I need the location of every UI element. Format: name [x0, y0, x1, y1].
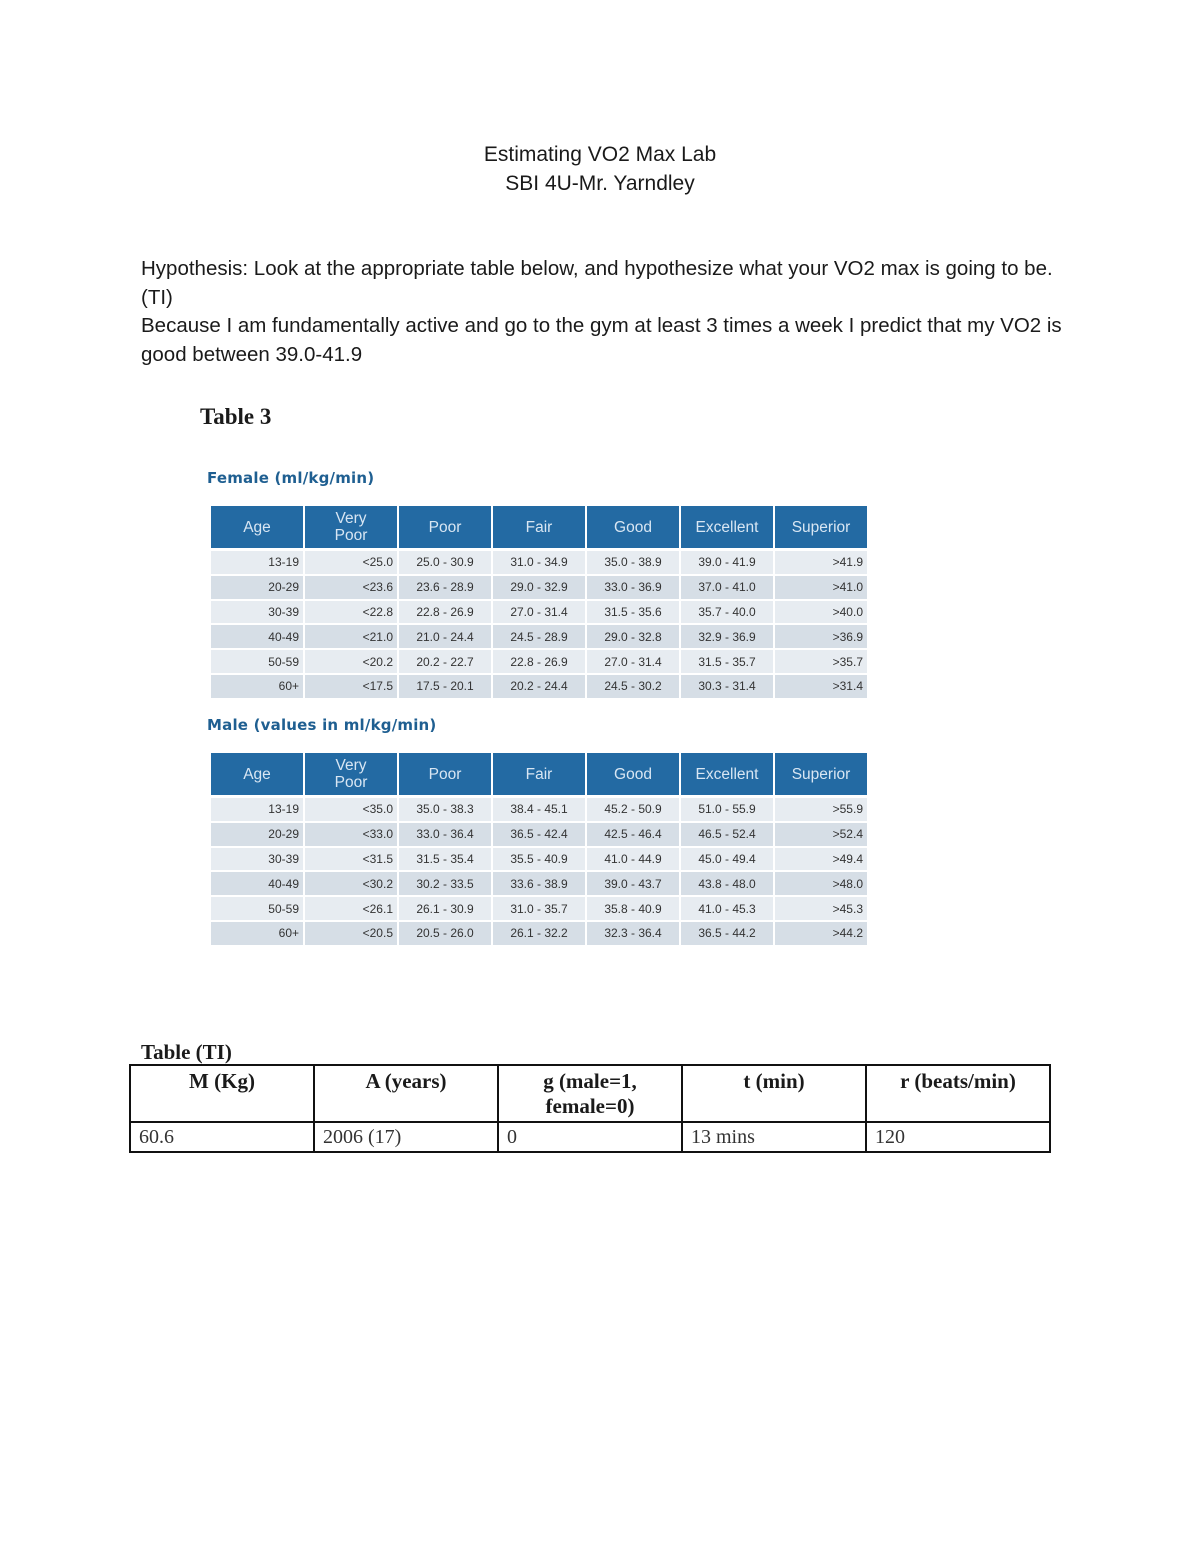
female-table-cell: 32.9 - 36.9 [681, 625, 773, 650]
male-table-row [211, 922, 867, 947]
female-table-cell: >41.0 [775, 576, 867, 601]
male-table-cell: 30.2 - 33.5 [399, 872, 491, 897]
value-gender: 0 [498, 1122, 682, 1152]
female-table-cell: 13-19 [211, 551, 303, 576]
female-table-cell: 35.0 - 38.9 [587, 551, 679, 576]
female-table-cell: <20.2 [305, 650, 397, 675]
female-header-row [211, 506, 867, 551]
female-table-cell: 31.0 - 34.9 [493, 551, 585, 576]
female-table-cell: <21.0 [305, 625, 397, 650]
male-table-cell: 20-29 [211, 823, 303, 848]
male-table-cell: 41.0 - 45.3 [681, 897, 773, 922]
male-table-cell: 26.1 - 32.2 [493, 922, 585, 947]
header-mass: M (Kg) [130, 1065, 314, 1122]
male-table-cell: >52.4 [775, 823, 867, 848]
male-table-cell: <31.5 [305, 848, 397, 873]
male-table-cell: 30-39 [211, 848, 303, 873]
female-table-cell: 30-39 [211, 601, 303, 626]
female-table-row [211, 576, 867, 601]
female-table-cell: <17.5 [305, 675, 397, 700]
female-table-cell: 17.5 - 20.1 [399, 675, 491, 700]
header-heart-rate: r (beats/min) [866, 1065, 1050, 1122]
female-table-cell: <22.8 [305, 601, 397, 626]
male-table-row [211, 897, 867, 922]
header-age: A (years) [314, 1065, 498, 1122]
female-table-cell: <23.6 [305, 576, 397, 601]
male-table-cell: 42.5 - 46.4 [587, 823, 679, 848]
male-vo2-table [209, 753, 869, 947]
male-table-cell: >55.9 [775, 798, 867, 823]
female-table-cell: 60+ [211, 675, 303, 700]
male-table-cell: <30.2 [305, 872, 397, 897]
female-col-header: Superior [775, 506, 867, 551]
value-time: 13 mins [682, 1122, 866, 1152]
male-table-cell: 31.5 - 35.4 [399, 848, 491, 873]
male-table-cell: 26.1 - 30.9 [399, 897, 491, 922]
female-vo2-table [209, 506, 869, 700]
male-table-cell: 33.0 - 36.4 [399, 823, 491, 848]
male-table-cell: >44.2 [775, 922, 867, 947]
female-table-cell: 31.5 - 35.7 [681, 650, 773, 675]
male-table-cell: 39.0 - 43.7 [587, 872, 679, 897]
male-table-cell: 35.5 - 40.9 [493, 848, 585, 873]
male-table-cell: 60+ [211, 922, 303, 947]
male-col-header: Age [211, 753, 303, 798]
female-table-cell: 27.0 - 31.4 [493, 601, 585, 626]
table-ti-header-row [130, 1065, 1050, 1122]
female-table-cell: 40-49 [211, 625, 303, 650]
female-table-cell: 30.3 - 31.4 [681, 675, 773, 700]
female-col-header: Good [587, 506, 679, 551]
male-table-title: Male (values in ml/kg/min) [207, 716, 437, 734]
female-table-cell: 35.7 - 40.0 [681, 601, 773, 626]
value-age: 2006 (17) [314, 1122, 498, 1152]
male-table-body [211, 798, 867, 947]
female-table-row [211, 551, 867, 576]
female-table-row [211, 675, 867, 700]
header-time: t (min) [682, 1065, 866, 1122]
table-ti [129, 1064, 1051, 1153]
male-table-cell: >48.0 [775, 872, 867, 897]
male-table-cell: <26.1 [305, 897, 397, 922]
male-col-header: Fair [493, 753, 585, 798]
male-col-header: Poor [399, 753, 491, 798]
female-table-cell: 23.6 - 28.9 [399, 576, 491, 601]
female-table-cell: >31.4 [775, 675, 867, 700]
female-table-cell: 24.5 - 28.9 [493, 625, 585, 650]
female-table-cell: 50-59 [211, 650, 303, 675]
female-table-cell: >35.7 [775, 650, 867, 675]
female-table-cell: >36.9 [775, 625, 867, 650]
female-table-body [211, 551, 867, 700]
male-table-cell: 46.5 - 52.4 [681, 823, 773, 848]
male-table-row [211, 848, 867, 873]
female-table-row [211, 650, 867, 675]
male-table-row [211, 872, 867, 897]
female-table-cell: 37.0 - 41.0 [681, 576, 773, 601]
male-col-header: Very Poor [305, 753, 397, 798]
male-table-cell: 36.5 - 44.2 [681, 922, 773, 947]
female-table-title: Female (ml/kg/min) [207, 469, 375, 487]
table-ti-label: Table (TI) [141, 1040, 232, 1064]
male-table-cell: 38.4 - 45.1 [493, 798, 585, 823]
document-header [0, 140, 1200, 198]
female-table-cell: 29.0 - 32.9 [493, 576, 585, 601]
female-table-cell: 21.0 - 24.4 [399, 625, 491, 650]
female-table-cell: 22.8 - 26.9 [493, 650, 585, 675]
table3-label: Table 3 [200, 404, 272, 429]
female-table-cell: 22.8 - 26.9 [399, 601, 491, 626]
female-table-cell: 39.0 - 41.9 [681, 551, 773, 576]
female-col-header: Poor [399, 506, 491, 551]
male-header-row [211, 753, 867, 798]
male-table-cell: 45.2 - 50.9 [587, 798, 679, 823]
female-table-row [211, 601, 867, 626]
male-table-cell: <33.0 [305, 823, 397, 848]
male-table-cell: 51.0 - 55.9 [681, 798, 773, 823]
female-col-header: Very Poor [305, 506, 397, 551]
value-mass: 60.6 [130, 1122, 314, 1152]
male-table-row [211, 823, 867, 848]
female-table-cell: 20.2 - 22.7 [399, 650, 491, 675]
hypothesis-prompt: Hypothesis: Look at the appropriate table below, and hypothesize what your VO2 max is going to be. (TI) [141, 257, 1053, 309]
male-table-cell: 40-49 [211, 872, 303, 897]
value-heart-rate: 120 [866, 1122, 1050, 1152]
male-table-cell: 13-19 [211, 798, 303, 823]
male-table-row [211, 798, 867, 823]
hypothesis-section [141, 255, 1081, 369]
female-table-cell: 31.5 - 35.6 [587, 601, 679, 626]
document-title: Estimating VO2 Max Lab [483, 143, 717, 166]
female-table-cell: 20.2 - 24.4 [493, 675, 585, 700]
female-table-cell: >40.0 [775, 601, 867, 626]
female-table-row [211, 625, 867, 650]
male-col-header: Excellent [681, 753, 773, 798]
female-table-cell: 33.0 - 36.9 [587, 576, 679, 601]
male-table-cell: 35.0 - 38.3 [399, 798, 491, 823]
female-table-cell: >41.9 [775, 551, 867, 576]
male-col-header: Superior [775, 753, 867, 798]
female-table-cell: 25.0 - 30.9 [399, 551, 491, 576]
female-col-header: Fair [493, 506, 585, 551]
female-col-header: Age [211, 506, 303, 551]
male-table-cell: 33.6 - 38.9 [493, 872, 585, 897]
male-table-cell: <20.5 [305, 922, 397, 947]
male-table-cell: 35.8 - 40.9 [587, 897, 679, 922]
male-table-cell: >49.4 [775, 848, 867, 873]
male-table-cell: 43.8 - 48.0 [681, 872, 773, 897]
female-col-header: Excellent [681, 506, 773, 551]
female-table-cell: 24.5 - 30.2 [587, 675, 679, 700]
male-table-cell: >45.3 [775, 897, 867, 922]
male-table-cell: 31.0 - 35.7 [493, 897, 585, 922]
male-table-cell: 20.5 - 26.0 [399, 922, 491, 947]
document-subtitle: SBI 4U-Mr. Yarndley [505, 172, 695, 195]
male-table-cell: 45.0 - 49.4 [681, 848, 773, 873]
male-table-cell: 41.0 - 44.9 [587, 848, 679, 873]
female-table-cell: <25.0 [305, 551, 397, 576]
header-gender: g (male=1, female=0) [498, 1065, 682, 1122]
male-table-cell: 32.3 - 36.4 [587, 922, 679, 947]
male-table-cell: 36.5 - 42.4 [493, 823, 585, 848]
male-table-cell: <35.0 [305, 798, 397, 823]
female-table-cell: 29.0 - 32.8 [587, 625, 679, 650]
hypothesis-answer: Because I am fundamentally active and go to the gym at least 3 times a week I predict that my VO2 is good between 39.0-41.9 [141, 314, 1062, 366]
table-ti-value-row [130, 1122, 1050, 1152]
female-table-cell: 27.0 - 31.4 [587, 650, 679, 675]
male-col-header: Good [587, 753, 679, 798]
male-table-cell: 50-59 [211, 897, 303, 922]
female-table-cell: 20-29 [211, 576, 303, 601]
